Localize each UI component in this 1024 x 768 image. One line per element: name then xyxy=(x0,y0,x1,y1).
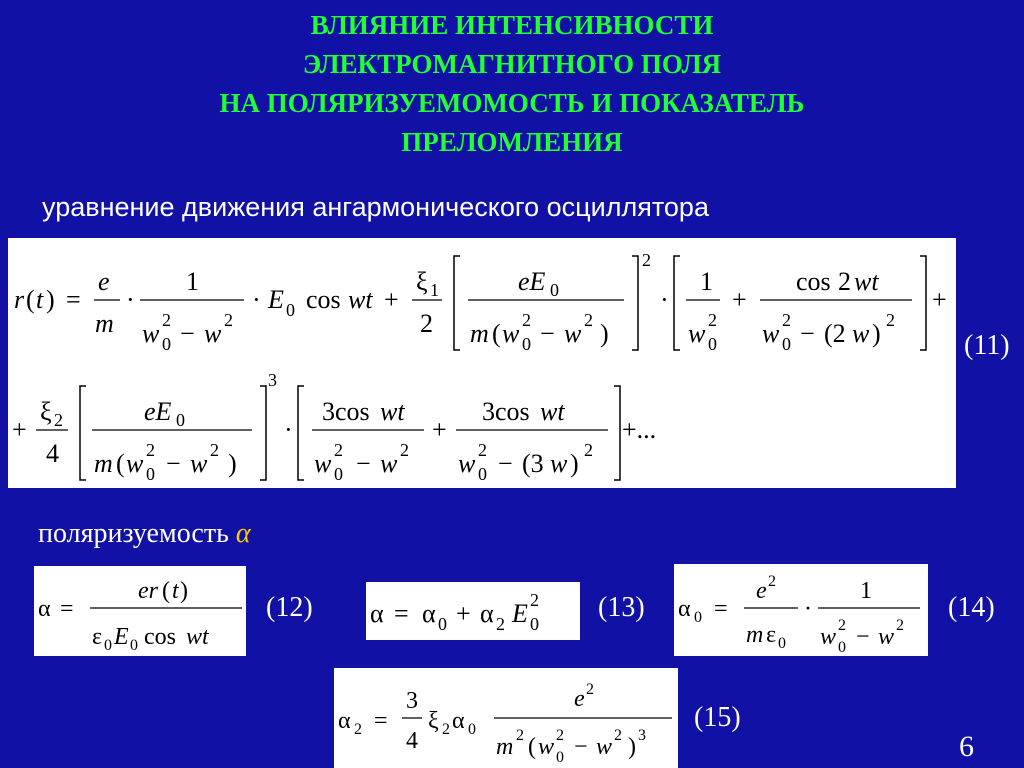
svg-text:(: ( xyxy=(162,578,170,604)
svg-text:(: ( xyxy=(492,319,501,348)
svg-text:−: − xyxy=(180,319,195,348)
svg-text:2: 2 xyxy=(400,440,409,460)
svg-text:2: 2 xyxy=(584,310,593,330)
svg-text:0: 0 xyxy=(176,410,185,430)
svg-text:−: − xyxy=(166,449,181,478)
svg-text:ξ: ξ xyxy=(416,267,428,296)
svg-text:2: 2 xyxy=(586,681,594,698)
svg-text:2: 2 xyxy=(642,250,651,270)
svg-text:2: 2 xyxy=(896,617,904,634)
svg-text:w: w xyxy=(564,319,582,348)
svg-text:2: 2 xyxy=(838,617,846,634)
svg-text:2: 2 xyxy=(584,440,593,460)
svg-text:er: er xyxy=(138,578,158,604)
svg-text:0: 0 xyxy=(286,300,295,320)
svg-text:+...: +... xyxy=(622,415,657,444)
svg-text:−: − xyxy=(574,734,588,760)
svg-text:): ) xyxy=(872,319,881,348)
equation-12-panel xyxy=(34,566,246,656)
svg-text:0: 0 xyxy=(708,334,717,354)
title-line-4: ПРЕЛОМЛЕНИЯ xyxy=(401,127,623,157)
svg-text:1: 1 xyxy=(430,280,439,300)
svg-text:2: 2 xyxy=(420,309,433,338)
svg-text:α: α xyxy=(370,599,384,628)
svg-text:w: w xyxy=(314,449,332,478)
svg-text:2: 2 xyxy=(556,727,564,744)
title-line-3: НА ПОЛЯРИЗУЕМОМОСТЬ И ПОКАЗАТЕЛЬ xyxy=(219,88,805,118)
svg-text:): ) xyxy=(628,734,636,760)
svg-text:wt: wt xyxy=(540,397,565,426)
svg-text:α: α xyxy=(338,708,351,734)
svg-text:3: 3 xyxy=(268,370,277,390)
svg-text:w: w xyxy=(502,319,520,348)
svg-text:wt: wt xyxy=(380,397,405,426)
svg-text:(: ( xyxy=(116,449,125,478)
svg-text:0: 0 xyxy=(530,614,539,634)
svg-text:): ) xyxy=(46,285,55,314)
svg-text:2: 2 xyxy=(54,410,63,430)
svg-text:ε: ε xyxy=(766,622,777,648)
svg-text:(2: (2 xyxy=(824,319,846,348)
svg-text:·: · xyxy=(252,285,261,314)
svg-text:w: w xyxy=(204,319,222,348)
equation-13-formula xyxy=(366,582,580,640)
svg-text:2: 2 xyxy=(496,614,505,634)
equation-14-number: (14) xyxy=(948,592,995,623)
svg-text:0: 0 xyxy=(104,637,112,654)
svg-text:0: 0 xyxy=(162,334,171,354)
svg-text:0: 0 xyxy=(334,464,343,484)
svg-text:e: e xyxy=(98,267,110,296)
equation-15-formula xyxy=(334,668,678,768)
equation-11-formula xyxy=(8,238,956,488)
equation-11-number: (11) xyxy=(964,330,1010,361)
svg-text:0: 0 xyxy=(694,609,702,626)
svg-text:=: = xyxy=(66,285,81,314)
svg-text:2: 2 xyxy=(614,727,622,744)
svg-text:m: m xyxy=(94,449,113,478)
equation-15-panel xyxy=(334,668,678,768)
svg-text:): ) xyxy=(600,319,609,348)
equation-11-panel xyxy=(8,238,956,488)
svg-text:eE: eE xyxy=(144,397,172,426)
equation-12-number: (12) xyxy=(266,592,313,623)
svg-text:=: = xyxy=(714,596,728,622)
svg-text:E: E xyxy=(114,624,129,650)
svg-text:=: = xyxy=(60,596,74,622)
svg-text:cos: cos xyxy=(306,285,341,314)
svg-text:0: 0 xyxy=(468,721,476,738)
svg-text:0: 0 xyxy=(782,334,791,354)
svg-text:w: w xyxy=(538,734,555,760)
svg-text:wt: wt xyxy=(854,267,879,296)
svg-text:2: 2 xyxy=(162,310,171,330)
svg-text:−: − xyxy=(800,319,815,348)
svg-text:0: 0 xyxy=(438,614,447,634)
equation-13-panel xyxy=(366,582,580,640)
svg-text:−: − xyxy=(540,319,555,348)
svg-text:w: w xyxy=(852,319,870,348)
svg-text:t: t xyxy=(172,578,179,604)
svg-text:0: 0 xyxy=(130,637,138,654)
svg-text:w: w xyxy=(380,449,398,478)
svg-text:−: − xyxy=(856,624,870,650)
svg-text:3cos: 3cos xyxy=(482,397,530,426)
equation-13-number: (13) xyxy=(598,592,645,623)
equation-14-formula xyxy=(674,564,928,656)
title-line-1: ВЛИЯНИЕ ИНТЕНСИВНОСТИ xyxy=(310,10,714,40)
svg-text:eE: eE xyxy=(518,267,546,296)
svg-text:α: α xyxy=(422,599,436,628)
svg-text:w: w xyxy=(458,449,476,478)
svg-text:+: + xyxy=(456,599,471,628)
svg-text:): ) xyxy=(228,449,237,478)
svg-text:w: w xyxy=(550,449,568,478)
svg-text:m: m xyxy=(95,309,114,338)
svg-text:α: α xyxy=(678,596,691,622)
svg-text:ξ: ξ xyxy=(40,397,52,426)
svg-text:+: + xyxy=(384,285,399,314)
equation-12-formula xyxy=(34,566,246,656)
svg-text:m: m xyxy=(746,622,764,648)
svg-text:α: α xyxy=(480,599,494,628)
svg-text:2: 2 xyxy=(478,440,487,460)
svg-text:2: 2 xyxy=(530,590,539,610)
svg-text:w: w xyxy=(190,449,208,478)
polarizability-text: поляризуемость xyxy=(38,518,229,549)
svg-text:4: 4 xyxy=(46,439,59,468)
svg-text:m: m xyxy=(470,319,489,348)
svg-text:w: w xyxy=(596,734,613,760)
svg-text:2: 2 xyxy=(516,727,524,744)
svg-text:0: 0 xyxy=(478,464,487,484)
svg-text:e: e xyxy=(574,686,585,712)
svg-text:·: · xyxy=(804,596,812,622)
svg-text:2: 2 xyxy=(224,310,233,330)
svg-text:4: 4 xyxy=(406,728,418,754)
svg-text:−: − xyxy=(498,449,513,478)
svg-text:−: − xyxy=(356,449,371,478)
svg-text:α: α xyxy=(38,596,51,622)
svg-text:E: E xyxy=(268,285,284,314)
svg-text:+: + xyxy=(932,285,947,314)
svg-text:r: r xyxy=(14,285,25,314)
svg-text:cos: cos xyxy=(144,624,176,650)
svg-text:(3: (3 xyxy=(522,449,544,478)
svg-text:=: = xyxy=(374,708,388,734)
svg-text:E: E xyxy=(512,599,528,628)
svg-text:2: 2 xyxy=(782,310,791,330)
svg-text:wt: wt xyxy=(186,624,209,650)
svg-text:0: 0 xyxy=(556,749,564,766)
svg-text:cos: cos xyxy=(796,267,831,296)
svg-text:=: = xyxy=(394,599,409,628)
svg-text:w: w xyxy=(142,319,160,348)
svg-text:t: t xyxy=(36,285,44,314)
svg-text:wt: wt xyxy=(348,285,373,314)
svg-text:w: w xyxy=(126,449,144,478)
svg-text:ε: ε xyxy=(92,624,103,650)
svg-text:w: w xyxy=(878,624,895,650)
svg-text:2: 2 xyxy=(334,440,343,460)
equation-14-panel xyxy=(674,564,928,656)
svg-text:2: 2 xyxy=(354,721,362,738)
slide-title xyxy=(0,6,1024,162)
svg-text:2: 2 xyxy=(442,721,450,738)
svg-text:2: 2 xyxy=(522,310,531,330)
svg-text:+: + xyxy=(732,285,747,314)
svg-text:3: 3 xyxy=(638,727,646,744)
svg-text:1: 1 xyxy=(186,267,199,296)
svg-text:ξ: ξ xyxy=(428,708,439,734)
svg-text:1: 1 xyxy=(700,267,713,296)
svg-text:α: α xyxy=(452,708,465,734)
svg-text:(: ( xyxy=(26,285,35,314)
polarizability-label xyxy=(38,518,251,550)
svg-text:2: 2 xyxy=(886,310,895,330)
svg-text:0: 0 xyxy=(778,635,786,652)
svg-text:2: 2 xyxy=(838,267,851,296)
svg-text:1: 1 xyxy=(860,578,872,604)
svg-text:(: ( xyxy=(528,734,536,760)
title-line-2: ЭЛЕКТРОМАГНИТНОГО ПОЛЯ xyxy=(302,49,722,79)
svg-text:): ) xyxy=(570,449,579,478)
svg-text:2: 2 xyxy=(768,573,776,590)
svg-text:·: · xyxy=(126,285,135,314)
svg-text:·: · xyxy=(284,415,293,444)
svg-text:·: · xyxy=(660,285,669,314)
svg-text:0: 0 xyxy=(838,639,846,656)
svg-text:): ) xyxy=(180,578,188,604)
page-number: 6 xyxy=(959,730,974,763)
svg-text:+: + xyxy=(432,415,447,444)
svg-text:w: w xyxy=(688,319,706,348)
alpha-symbol: α xyxy=(235,518,251,549)
svg-text:+: + xyxy=(12,415,27,444)
svg-text:0: 0 xyxy=(522,334,531,354)
svg-text:m: m xyxy=(496,734,514,760)
subheading: уравнение движения ангармонического осциллятора xyxy=(42,192,709,222)
svg-text:3cos: 3cos xyxy=(322,397,370,426)
svg-text:2: 2 xyxy=(708,310,717,330)
equation-15-number: (15) xyxy=(694,702,741,733)
svg-text:0: 0 xyxy=(146,464,155,484)
svg-text:2: 2 xyxy=(146,440,155,460)
svg-text:e: e xyxy=(756,578,767,604)
svg-text:2: 2 xyxy=(210,440,219,460)
svg-text:w: w xyxy=(820,624,837,650)
svg-text:w: w xyxy=(762,319,780,348)
svg-text:0: 0 xyxy=(550,280,559,300)
svg-text:3: 3 xyxy=(406,688,418,714)
